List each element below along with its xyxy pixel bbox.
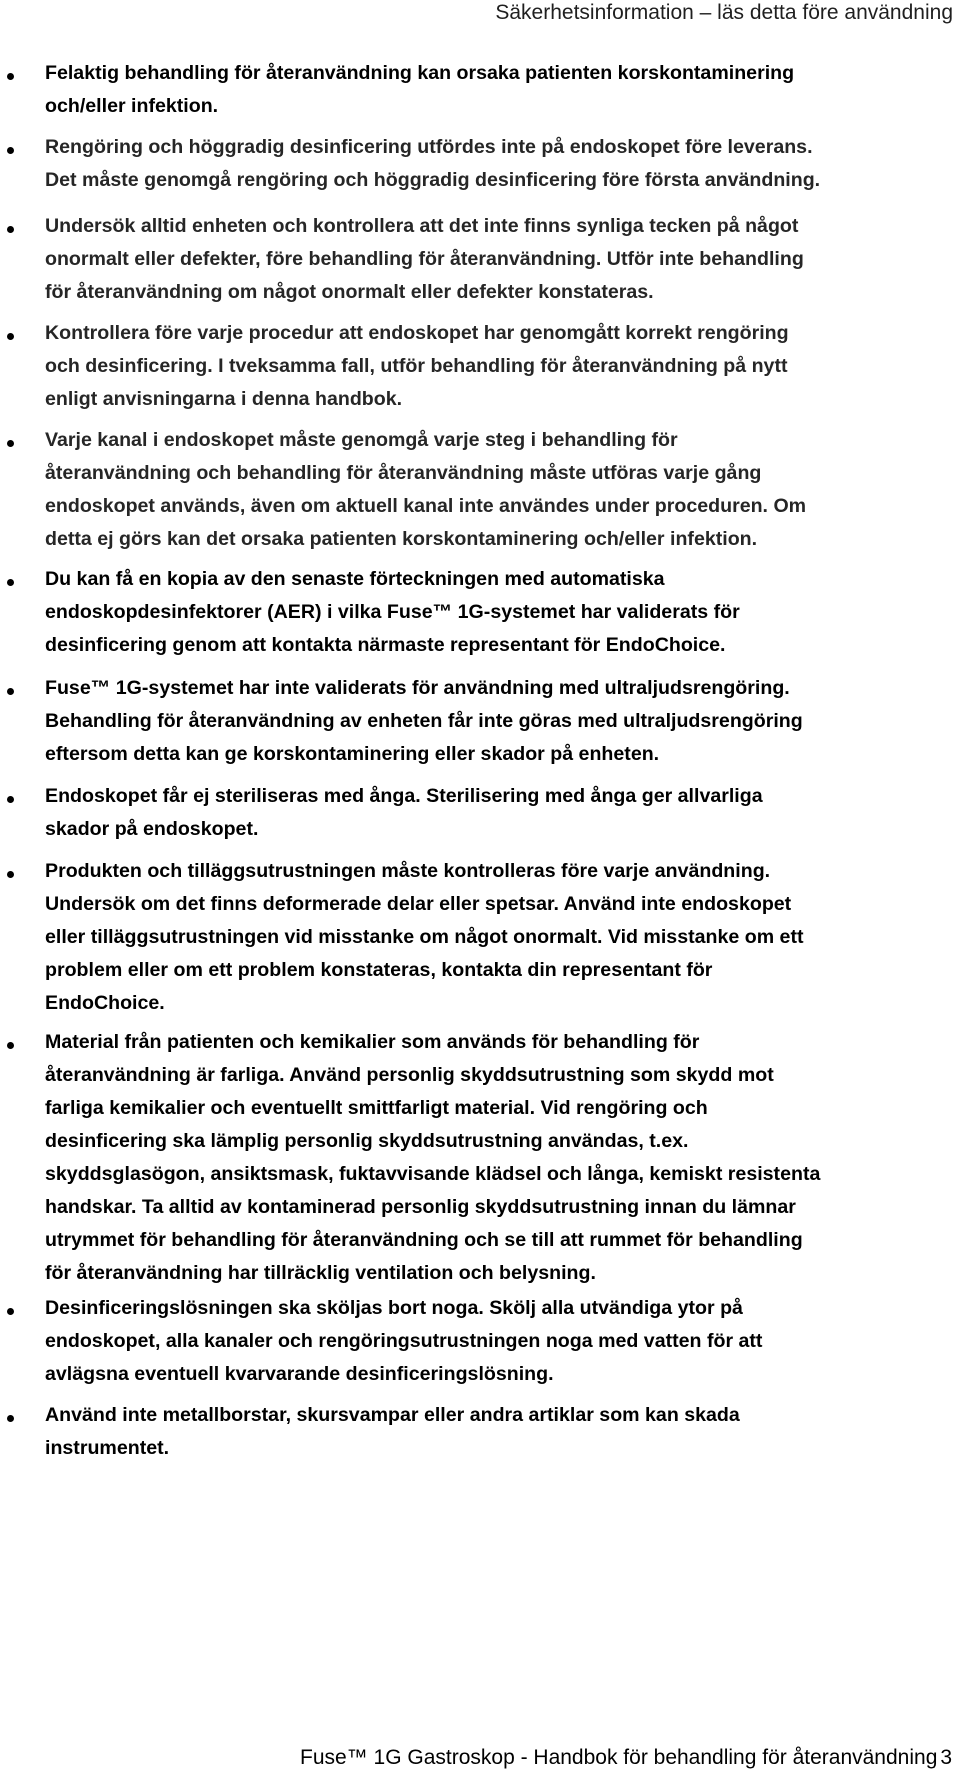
bullet-line: eftersom detta kan ge korskontaminering eller skador på enheten. bbox=[45, 743, 660, 765]
bullet-line: handskar. Ta alltid av kontaminerad personlig skyddsutrustning innan du lämnar bbox=[45, 1196, 796, 1218]
bullet-line: Kontrollera före varje procedur att endoskopet har genomgått korrekt rengöring bbox=[45, 322, 789, 344]
page-number: 3 bbox=[940, 1746, 952, 1769]
bullet-text bbox=[45, 780, 950, 846]
bullet-line: Produkten och tilläggsutrustningen måste kontrolleras före varje användning. bbox=[45, 860, 771, 882]
bullet-line: Fuse™ 1G-systemet har inte validerats för användning med ultraljudsrengöring. bbox=[45, 677, 790, 699]
bullet-line: problem eller om ett problem konstateras, kontakta din representant för bbox=[45, 959, 713, 981]
bullet-dot-icon bbox=[7, 579, 14, 586]
bullet-text bbox=[45, 1026, 950, 1290]
bullet-line: EndoChoice. bbox=[45, 992, 165, 1014]
bullet-line: instrumentet. bbox=[45, 1437, 170, 1459]
bullet-line: och/eller infektion. bbox=[45, 95, 219, 117]
bullet-line: endoskopdesinfektorer (AER) i vilka Fuse™ 1G-systemet har validerats för bbox=[45, 601, 740, 623]
bullet-line: desinficering genom att kontakta närmaste representant för EndoChoice. bbox=[45, 634, 726, 656]
bullet-line: Material från patienten och kemikalier som används för behandling för bbox=[45, 1031, 700, 1053]
bullet-line: farliga kemikalier och eventuellt smittfarligt material. Vid rengöring och bbox=[45, 1097, 708, 1119]
bullet-line: Desinficeringslösningen ska sköljas bort noga. Skölj alla utvändiga ytor på bbox=[45, 1297, 743, 1319]
bullet-line: onormalt eller defekter, före behandling för återanvändning. Utför inte behandling bbox=[45, 248, 804, 270]
bullet-text bbox=[45, 131, 950, 197]
bullet-dot-icon bbox=[7, 333, 14, 340]
bullet-line: och desinficering. I tveksamma fall, utför behandling för återanvändning på nytt bbox=[45, 355, 788, 377]
bullet-line: återanvändning är farliga. Använd personlig skyddsutrustning som skydd mot bbox=[45, 1064, 774, 1086]
bullet-text bbox=[45, 855, 950, 1020]
bullet-dot-icon bbox=[7, 226, 14, 233]
bullet-dot-icon bbox=[7, 1415, 14, 1422]
bullet-text bbox=[45, 563, 950, 662]
bullet-line: Endoskopet får ej steriliseras med ånga. Sterilisering med ånga ger allvarliga bbox=[45, 785, 763, 807]
bullet-dot-icon bbox=[7, 440, 14, 447]
bullet-text bbox=[45, 424, 950, 556]
bullet-line: Använd inte metallborstar, skursvampar eller andra artiklar som kan skada bbox=[45, 1404, 740, 1426]
bullet-line: Felaktig behandling för återanvändning kan orsaka patienten korskontaminering bbox=[45, 62, 795, 84]
bullet-text bbox=[45, 1399, 950, 1465]
bullet-line: skyddsglasögon, ansiktsmask, fuktavvisande klädsel och långa, kemiskt resistenta bbox=[45, 1163, 821, 1185]
bullet-dot-icon bbox=[7, 1308, 14, 1315]
bullet-line: avlägsna eventuell kvarvarande desinficeringslösning. bbox=[45, 1363, 554, 1385]
bullet-line: eller tilläggsutrustningen vid misstanke om något onormalt. Vid misstanke om ett bbox=[45, 926, 804, 948]
bullet-line: återanvändning och behandling för återanvändning måste utföras varje gång bbox=[45, 462, 762, 484]
bullet-line: Varje kanal i endoskopet måste genomgå varje steg i behandling för bbox=[45, 429, 678, 451]
bullet-dot-icon bbox=[7, 871, 14, 878]
bullet-line: endoskopet, alla kanaler och rengöringsutrustningen noga med vatten för att bbox=[45, 1330, 763, 1352]
bullet-dot-icon bbox=[7, 796, 14, 803]
bullet-line: utrymmet för behandling för återanvändning och se till att rummet för behandling bbox=[45, 1229, 803, 1251]
bullet-line: Undersök alltid enheten och kontrollera att det inte finns synliga tecken på något bbox=[45, 215, 799, 237]
bullet-line: Rengöring och höggradig desinficering utfördes inte på endoskopet före leverans. bbox=[45, 136, 813, 158]
bullet-line: detta ej görs kan det orsaka patienten korskontaminering och/eller infektion. bbox=[45, 528, 758, 550]
bullet-line: Undersök om det finns deformerade delar eller spetsar. Använd inte endoskopet bbox=[45, 893, 792, 915]
bullet-dot-icon bbox=[7, 73, 14, 80]
bullet-text bbox=[45, 57, 950, 123]
footer-title: Fuse™ 1G Gastroskop - Handbok för behandling för återanvändning bbox=[300, 1746, 938, 1769]
bullet-line: Du kan få en kopia av den senaste förteckningen med automatiska bbox=[45, 568, 665, 590]
bullet-dot-icon bbox=[7, 1042, 14, 1049]
page-footer bbox=[300, 1745, 952, 1771]
bullet-text bbox=[45, 1292, 950, 1391]
bullet-line: Det måste genomgå rengöring och höggradig desinficering före första användning. bbox=[45, 169, 821, 191]
bullet-dot-icon bbox=[7, 147, 14, 154]
bullet-text bbox=[45, 210, 950, 309]
bullet-line: för återanvändning har tillräcklig ventilation och belysning. bbox=[45, 1262, 596, 1284]
bullet-line: enligt anvisningarna i denna handbok. bbox=[45, 388, 403, 410]
bullet-line: endoskopet används, även om aktuell kanal inte användes under proceduren. Om bbox=[45, 495, 807, 517]
bullet-line: Behandling för återanvändning av enheten får inte göras med ultraljudsrengöring bbox=[45, 710, 803, 732]
bullet-text bbox=[45, 672, 950, 771]
bullet-text bbox=[45, 317, 950, 416]
bullet-dot-icon bbox=[7, 688, 14, 695]
bullet-line: desinficering ska lämplig personlig skyddsutrustning användas, t.ex. bbox=[45, 1130, 689, 1152]
bullet-line: för återanvändning om något onormalt eller defekter konstateras. bbox=[45, 281, 654, 303]
page-header: Säkerhetsinformation – läs detta före användning bbox=[495, 1, 953, 24]
bullet-line: skador på endoskopet. bbox=[45, 818, 259, 840]
